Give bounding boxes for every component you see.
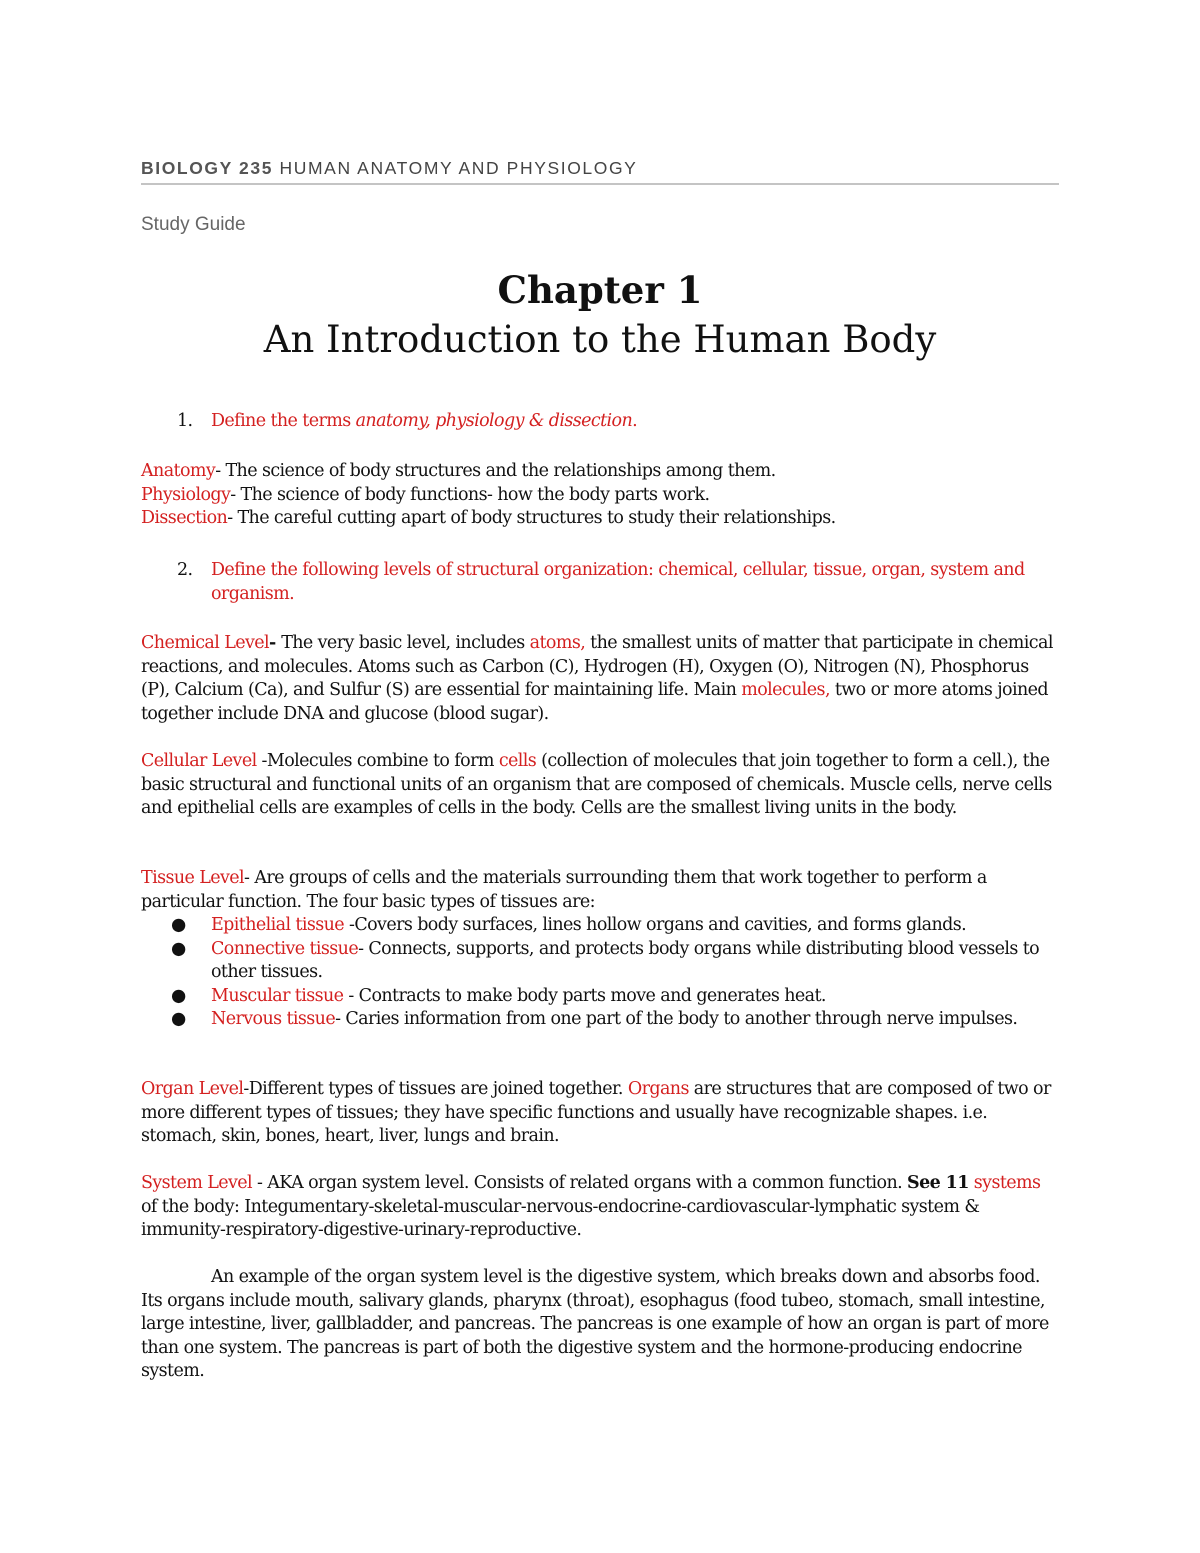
definition-anatomy xyxy=(141,460,1059,484)
list-item xyxy=(141,938,1059,985)
paragraph-system-level xyxy=(141,1172,1059,1243)
list-item xyxy=(141,1008,1059,1032)
document-subtitle: Study Guide xyxy=(141,214,246,235)
paragraph-chemical-level xyxy=(141,632,1059,726)
paragraph-text: - AKA organ system level. Consists of related organs with a common function. xyxy=(252,1173,908,1193)
paragraph-text: two or more atoms joined together include DNA and glucose (blood sugar). xyxy=(141,680,1048,724)
question-number: 1. xyxy=(177,411,193,431)
term-nervous-tissue: Nervous tissue xyxy=(211,1009,336,1029)
definition-text: - The science of body functions- how the body parts work. xyxy=(230,484,710,505)
paragraph-text: (collection of molecules that join together to form a cell.), the basic structural and functional units of an organism that are composed of chemicals. Muscle cells, nerve cells and epithelial cells are examples of cells in the body. Cells are the smallest living units in the body. xyxy=(141,751,1052,818)
term-cells: cells xyxy=(498,751,537,771)
paragraph-text: An example of the organ system level is the digestive system, which breaks down and absorbs food. Its organs include mouth, salivary glands, pharynx (throat), esophagus (food tubeo, stomach, small intestine, large intestine, liver, gallbladder, and pancreas. The pancreas is one example of how an organ is part of more than one system. The pancreas is part of both the digestive system and the hormone-producing endocrine system. xyxy=(141,1267,1049,1381)
bold-see-11: See 11 xyxy=(907,1173,969,1193)
list-item xyxy=(141,914,1059,938)
course-code: BIOLOGY 235 xyxy=(141,158,274,178)
course-header xyxy=(141,158,1059,185)
term-muscular-tissue: Muscular tissue xyxy=(211,985,344,1006)
term-chemical-level: Chemical Level xyxy=(141,633,270,653)
term-anatomy: Anatomy xyxy=(141,461,216,481)
term-cellular-level: Cellular Level xyxy=(141,751,257,771)
chapter-subtitle: An Introduction to the Human Body xyxy=(263,318,937,361)
definition-dissection xyxy=(141,507,1059,531)
paragraph-tissue-level xyxy=(141,867,1059,1032)
course-name: HUMAN ANATOMY AND PHYSIOLOGY xyxy=(279,158,638,178)
term-organs: Organs xyxy=(627,1079,689,1099)
list-item-text: - Connects, supports, and protects body organs while distributing blood vessels to other tissues. xyxy=(211,938,1040,982)
paragraph-text: -Molecules combine to form xyxy=(256,751,499,771)
term-systems: systems xyxy=(973,1173,1041,1193)
term-system-level: System Level xyxy=(141,1173,253,1193)
paragraph-example xyxy=(141,1266,1059,1384)
term-epithelial-tissue: Epithelial tissue xyxy=(211,915,345,935)
term-tissue-level: Tissue Level xyxy=(141,868,245,888)
term-connective-tissue: Connective tissue xyxy=(211,938,359,959)
paragraph-text: - Are groups of cells and the materials surrounding them that work together to perform a particular function. The four basic types of tissues are: xyxy=(141,868,987,912)
definition-text: - The science of body structures and the relationships among them. xyxy=(215,461,776,481)
definition-physiology xyxy=(141,484,1059,508)
term-molecules: molecules, xyxy=(741,680,830,700)
bold-dash: - xyxy=(269,633,282,653)
tissue-type-list xyxy=(141,914,1059,1032)
chapter-title: Chapter 1 xyxy=(497,268,703,312)
paragraph-text: The very basic level, includes xyxy=(281,633,530,653)
paragraph-text: -Different types of tissues are joined together. xyxy=(243,1079,628,1099)
bullet-icon: ● xyxy=(171,915,186,935)
bullet-icon: ● xyxy=(171,938,186,959)
term-organ-level: Organ Level xyxy=(141,1079,244,1099)
list-item xyxy=(141,985,1059,1009)
bullet-icon: ● xyxy=(171,985,186,1006)
definitions-block xyxy=(141,460,1059,531)
question-2 xyxy=(141,559,1059,606)
list-item-text: - Contracts to make body parts move and generates heat. xyxy=(343,985,826,1006)
paragraph-text: are structures that are composed of two or more different types of tissues; they have specific functions and usually have recognizable shapes. i.e. stomach, skin, bones, heart, liver, lungs and brain. xyxy=(141,1079,1051,1146)
question-prefix: Define the terms xyxy=(211,411,356,431)
paragraph-organ-level xyxy=(141,1078,1059,1149)
term-atoms: atoms, xyxy=(529,633,586,653)
paragraph-text: of the body: Integumentary-skeletal-muscular-nervous-endocrine-cardiovascular-lymphatic system & immunity-respiratory-digestive-urinary-reproductive. xyxy=(141,1196,980,1240)
definition-text: - The careful cutting apart of body structures to study their relationships. xyxy=(227,508,836,528)
paragraph-cellular-level xyxy=(141,750,1059,821)
term-physiology: Physiology xyxy=(141,484,231,505)
term-dissection: Dissection xyxy=(141,508,228,528)
question-suffix: . xyxy=(632,411,638,431)
bullet-icon: ● xyxy=(171,1009,186,1029)
paragraph-text: the smallest units of matter that participate in chemical reactions, and molecules. Atoms such as Carbon (C), Hydrogen (H), Oxygen (O), Nitrogen (N), Phosphorus (P), Calcium (Ca), and Sulfur (S) are essential for maintaining life. Main xyxy=(141,633,1053,700)
list-item-text: - Caries information from one part of the body to another through nerve impulses. xyxy=(335,1009,1018,1029)
question-1 xyxy=(141,410,1059,434)
list-item-text: -Covers body surfaces, lines hollow organs and cavities, and forms glands. xyxy=(344,915,967,935)
question-text: Define the following levels of structural organization: chemical, cellular, tissue, organ, system and organism. xyxy=(211,560,1025,604)
question-italic: anatomy, physiology & dissection xyxy=(355,411,633,431)
question-number: 2. xyxy=(177,560,193,580)
